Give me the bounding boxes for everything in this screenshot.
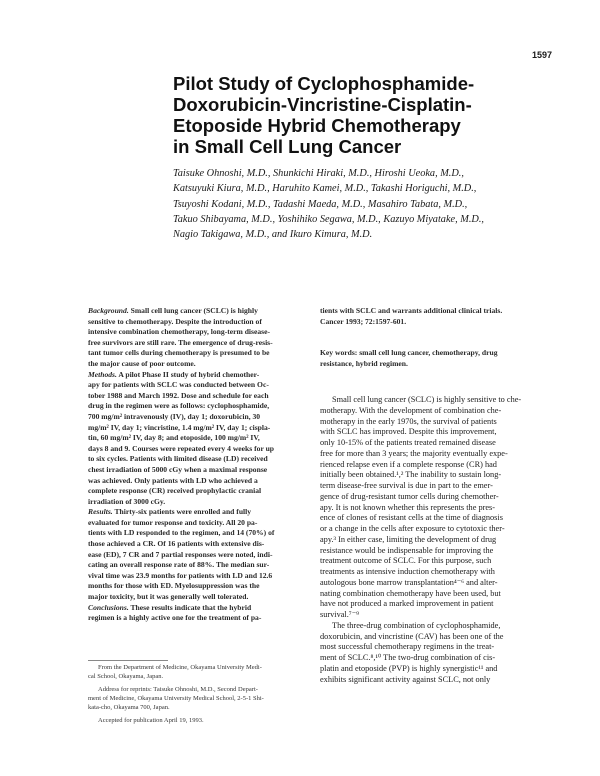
abstract-text: cating an overall response rate of 88%. The median sur- — [88, 560, 270, 570]
body-line: apy.³ In either case, limiting the development of drug — [320, 534, 497, 544]
abstract-text: tober 1988 and March 1992. Dose and schedule for each — [88, 390, 269, 400]
footnote-line: ment of Medicine, Okayama University Medical School, 2-5-1 Shi- — [88, 695, 264, 702]
abstract-line — [88, 444, 306, 455]
page-number: 1597 — [531, 50, 552, 60]
abstract-text: to six cycles. Patients with limited disease (LD) received — [88, 454, 268, 464]
abstract-text: irradiation of 3000 cGy. — [88, 496, 166, 506]
abstract-text: days 8 and 9. Courses were repeated every 4 weeks for up — [88, 443, 275, 453]
abstract-text: tients with LD responded to the regimen, and 14 (70%) of — [88, 528, 275, 538]
abstract-line — [88, 518, 306, 529]
abstract-text: those achieved a CR. Of 16 patients with extensive dis- — [88, 539, 265, 549]
abstract-line — [88, 476, 306, 487]
abstract-text: months for those with ED. Myelosuppression was the — [88, 581, 260, 591]
abstract-text: tant tumor cells during chemotherapy is presumed to be — [88, 348, 270, 358]
abstract-line — [88, 592, 306, 603]
abstract-text: vival time was 23.9 months for patients with LD and 12.6 — [88, 570, 273, 580]
author-line: Tsuyoshi Kodani, M.D., Tadashi Maeda, M.D., Masahiro Tabata, M.D., — [173, 198, 468, 210]
body-line: Small cell lung cancer (SCLC) is highly sensitive to che- — [332, 395, 522, 404]
abstract-text: intensive combination chemotherapy, long-term disease- — [88, 327, 271, 337]
abstract-line — [88, 507, 306, 518]
body-line: gence of drug-resistant tumor cells during chemother- — [320, 491, 499, 501]
body-line: autologous bone marrow transplantation⁴⁻⁶ and alter- — [320, 577, 498, 587]
abstract-line — [88, 391, 306, 402]
body-line: ence of clones of resistant cells at the time of diagnosis — [320, 513, 503, 523]
body-line: exhibits significant activity against SCLC, not only — [320, 674, 491, 684]
abstract-line — [88, 412, 306, 423]
abstract-column — [88, 306, 306, 624]
abstract-text: free survivors are still rare. The emergence of drug-resis- — [88, 337, 273, 347]
abstract-text: regimen is a highly active one for the treatment of pa- — [88, 613, 262, 623]
body-line: only 10-15% of the patients treated remained disease — [320, 438, 496, 447]
footnote-line: kata-cho, Okayama 700, Japan. — [88, 704, 170, 711]
abstract-text: evaluated for tumor response and toxicity. All 20 pa- — [88, 517, 258, 527]
abstract-line — [88, 327, 306, 338]
body-line: motherapy. With the development of combination che- — [320, 405, 502, 415]
abstract-line: tients with SCLC and warrants additional clinical trials. — [320, 306, 503, 315]
abstract-text: 700 mg/m² intravenously (IV), day 1; doxorubicin, 30 — [88, 411, 261, 421]
body-line: have not produced a marked improvement in patient — [320, 599, 494, 609]
footnote-line: Accepted for publication April 19, 1993. — [98, 717, 204, 724]
abstract-text: drug in the regimen were as follows: cyclophosphamide, — [88, 401, 270, 411]
body-line: treatments as intensive induction chemotherapy with — [320, 567, 495, 576]
abstract-text: ease (ED), 7 CR and 7 partial responses were noted, indi- — [88, 549, 273, 559]
abstract-text: major toxicity, but it was generally well tolerated. — [88, 592, 249, 602]
abstract-text: chest irradiation of 5000 cGy when a maximal response — [88, 464, 268, 474]
abstract-line — [88, 317, 306, 328]
title-line: Pilot Study of Cyclophosphamide- — [173, 73, 475, 94]
abstract-line — [88, 380, 306, 391]
abstract-line — [88, 497, 306, 508]
abstract-text: the major cause of poor outcome. — [88, 358, 196, 368]
body-line: platin and etoposide (PVP) is highly synergistic¹¹ and — [320, 663, 498, 673]
abstract-line — [88, 528, 306, 539]
abstract-text: apy for patients with SCLC was conducted between Oc- — [88, 380, 269, 390]
abstract-text: sensitive to chemotherapy. Despite the introduction of — [88, 316, 262, 326]
body-line: survival.⁷⁻⁹ — [320, 610, 359, 619]
keywords-line: Key words: small cell lung cancer, chemotherapy, drug — [320, 348, 498, 357]
body-line: nating combination chemotherapy have been used, but — [320, 588, 501, 598]
footnote-divider — [88, 660, 168, 661]
abstract-text: mg/m² IV, day 1; vincristine, 1.4 mg/m² IV, day 1; cispla- — [88, 422, 271, 432]
abstract-line — [88, 338, 306, 349]
body-line: doxorubicin, and vincristine (CAV) has been one of the — [320, 631, 504, 641]
keywords — [320, 348, 542, 369]
abstract-text: tin, 60 mg/m² IV, day 8; and etoposide, 100 mg/m² IV, — [88, 433, 260, 443]
abstract-line — [88, 613, 306, 624]
footnote — [88, 663, 306, 725]
abstract-section-heading: Methods. — [88, 369, 117, 379]
abstract-line — [88, 571, 306, 582]
author-list — [173, 166, 553, 242]
title-line: Doxorubicin-Vincristine-Cisplatin- — [173, 94, 472, 115]
title-line: Etoposide Hybrid Chemotherapy — [173, 115, 461, 136]
footnote-line: Address for reprints: Taisuke Ohnoshi, M.D., Second Depart- — [98, 686, 258, 693]
abstract-text: was achieved. Only patients with LD who achieved a — [88, 475, 258, 485]
body-line: with SCLC has improved. Despite this improvement, — [320, 427, 497, 437]
abstract-text: A pilot Phase II study of hybrid chemother- — [116, 369, 260, 379]
abstract-text: These results indicate that the hybrid — [128, 602, 252, 612]
abstract-line — [88, 306, 306, 317]
body-line: The three-drug combination of cyclophosphamide, — [332, 620, 501, 630]
abstract-section-heading: Conclusions. — [88, 602, 129, 612]
abstract-line — [88, 370, 306, 381]
citation-line: Cancer 1993; 72:1597-601. — [320, 316, 407, 326]
body-line: most successful chemotherapy regimens in the treat- — [320, 642, 495, 652]
body-text — [320, 395, 545, 685]
body-line: free for more than 3 years; the majority eventually expe- — [320, 448, 508, 458]
abstract-line — [88, 359, 306, 370]
author-line: Katsuyuki Kiura, M.D., Haruhito Kamei, M.D., Takashi Horiguchi, M.D., — [173, 183, 477, 195]
abstract-text: complete response (CR) received prophylactic cranial — [88, 486, 262, 496]
body-line: ment of SCLC.⁸,¹⁰ The two-drug combination of cis- — [320, 653, 496, 662]
keywords-line: resistance, hybrid regimen. — [320, 358, 408, 368]
abstract-line — [88, 560, 306, 571]
abstract-line — [88, 581, 306, 592]
abstract-text: Small cell lung cancer (SCLC) is highly — [128, 306, 258, 315]
abstract-section-heading: Results. — [88, 507, 113, 517]
abstract-line — [88, 423, 306, 434]
author-line: Nagio Takigawa, M.D., and Ikuro Kimura, M.D. — [173, 229, 373, 241]
author-line: Takuo Shibayama, M.D., Yoshihiko Segawa, M.D., Kazuyo Miyatake, M.D., — [173, 213, 484, 225]
abstract-section-heading: Background. — [88, 306, 129, 315]
abstract-line — [88, 433, 306, 444]
body-line: or a change in the cells after exposure to cytotoxic ther- — [320, 524, 505, 533]
footnote-line: From the Department of Medicine, Okayama University Medi- — [98, 664, 262, 671]
body-line: motherapy in the early 1970s, the survival of patients — [320, 416, 497, 426]
body-line: rienced relapse even if a complete response (CR) had — [320, 459, 497, 469]
abstract-line — [88, 348, 306, 359]
abstract-line — [88, 539, 306, 550]
abstract-line — [88, 401, 306, 412]
title-line: in Small Cell Lung Cancer — [173, 136, 402, 157]
body-line: apy. It is not known whether this represents the pres- — [320, 502, 496, 512]
footnote-line: cal School, Okayama, Japan. — [88, 673, 164, 680]
abstract-text: Thirty-six patients were enrolled and fully — [112, 507, 252, 517]
body-line: initially been obtained.¹,² The inability to sustain long- — [320, 470, 502, 480]
body-line: resistance would be indispensable for improving the — [320, 545, 494, 555]
abstract-line — [88, 454, 306, 465]
abstract-continuation — [320, 306, 542, 327]
abstract-line — [88, 603, 306, 614]
article-title — [173, 73, 553, 157]
author-line: Taisuke Ohnoshi, M.D., Shunkichi Hiraki, M.D., Hiroshi Ueoka, M.D., — [173, 168, 464, 179]
body-line: term disease-free survival is due in part to the emer- — [320, 481, 493, 490]
abstract-line — [88, 486, 306, 497]
body-line: treatment outcome of SCLC. For this purpose, such — [320, 556, 492, 566]
abstract-line — [88, 465, 306, 476]
abstract-line — [88, 550, 306, 561]
